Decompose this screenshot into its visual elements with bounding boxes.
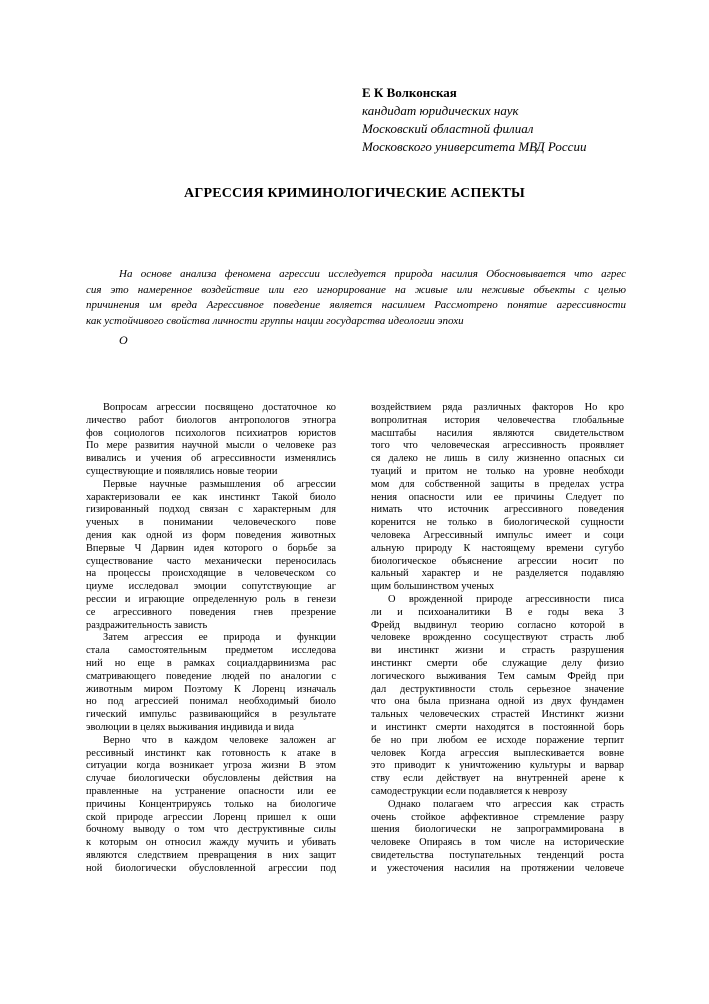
text-line: человек Когда агрессия выплескивается вовне <box>371 747 624 759</box>
text-line: ви инстинкт жизни и страсть разрушения <box>371 645 624 657</box>
text-line: животным миром Поэтому К Лоренц изначаль <box>86 683 336 695</box>
text-line: тальных человеческих страстей Инстинкт жизни <box>371 709 624 721</box>
text-line: масштабы насилия являются свидетельством <box>371 427 624 439</box>
text-line: ситуации когда возникает угроза жизни В этом <box>86 760 336 772</box>
abstract <box>86 267 626 330</box>
abstract-line: как устойчивого свойства личности группы нации государства идеологии эпохи <box>86 315 464 328</box>
text-line: альную природу К настоящему времени сугубо <box>371 542 624 554</box>
text-line: шения биологически не запрограммирована в <box>371 824 624 836</box>
text-line: человеке врожденно сосуществуют страсть люб <box>371 632 624 644</box>
text-line: Вопросам агрессии посвящено достаточное ко <box>103 402 336 413</box>
author-affiliation-2: Московский областной филиал <box>362 121 534 136</box>
text-line: биологическое объяснение агрессии носит по <box>371 555 624 567</box>
text-line: случае биологически обусловлены действия на <box>86 773 336 785</box>
text-line: существование часто механически переносилась <box>86 555 336 567</box>
text-line: нимать что источник агрессивного поведения <box>371 504 624 516</box>
text-line: причины Концентрируясь только на биологиче <box>86 798 336 810</box>
text-line: рессии и играющие определенную роль в генези <box>86 593 336 605</box>
text-line: По мере развития научной мысли о человеке раз <box>86 440 336 452</box>
text-line: туаций и притом не только на уровне необходи <box>371 465 624 477</box>
text-line: и инстинкт смерти находятся в постоянной борь <box>371 721 624 733</box>
text-line: очень стойкое аффективное стремление разру <box>371 811 624 823</box>
text-line: циуме исследовал эмоции сопутствующие аг <box>86 581 336 593</box>
abstract-line: причинения им вреда Агрессивное поведение является насилием Рассмотрено понятие агрессивности <box>86 299 626 312</box>
text-line: но под агрессией понимал необходимый биоло <box>86 696 336 708</box>
text-line: ли и психоаналитики В е годы века З <box>371 606 624 618</box>
text-line: сматривающего поведение людей по аналогии с <box>86 670 336 682</box>
left-column <box>86 402 336 875</box>
text-line: гический импульс развивающийся в результате <box>86 709 336 721</box>
text-line: характеризовали ее как инстинкт Такой биоло <box>86 491 336 503</box>
text-line: бе но при любом ее исходе поражение терпит <box>371 734 624 746</box>
text-line: правленные на устранение опасности или ее <box>86 785 336 797</box>
text-line: Верно что в каждом человеке заложен аг <box>103 734 336 746</box>
text-line: что она была признана одной из двух фундамен <box>371 696 624 708</box>
text-line: того что человеческая агрессивность проявляет <box>371 440 624 452</box>
text-line: ся далеко не лишь в силу жизненно опасных си <box>371 453 624 465</box>
text-line: вопролитная история человечества глобальные <box>371 414 624 426</box>
text-line: щим большинством ученых <box>371 581 495 593</box>
text-line: инстинкт смерти обе служащие делу физио <box>371 657 624 669</box>
text-line: Первые научные размышления об агрессии <box>103 478 336 490</box>
abstract-line: На основе анализа феномена агрессии исследуется природа насилия Обосновывается что агрес <box>119 268 626 280</box>
text-line: на процессы происходящие в человеческом со <box>86 568 336 580</box>
text-line: человеке Опираясь в том числе на исторические <box>371 837 624 849</box>
text-line: это приводит к уничтожению культуры и варвар <box>371 760 624 772</box>
author-affiliation-3: Московского университета МВД России <box>362 139 587 154</box>
article-title: АГРЕССИЯ КРИМИНОЛОГИЧЕСКИЕ АСПЕКТЫ <box>184 186 525 201</box>
text-line: Однако полагаем что агрессия как страсть <box>388 798 624 810</box>
text-line: бочному выводу о том что деструктивные силы <box>86 824 336 836</box>
text-line: дал деструктивности столь серьезное значение <box>371 683 624 695</box>
text-line: являются следствием превращения в них защит <box>86 849 336 861</box>
text-line: эволюции в целях выживания индивида и вида <box>86 721 294 733</box>
text-line: существующие и появлялись новые теории <box>86 465 278 477</box>
text-line: свидетельства поступательных тенденций роста <box>371 849 624 861</box>
right-column <box>371 402 624 875</box>
text-line: нения опасности или ее причины Следует по <box>371 491 624 503</box>
text-line: ученых в понимании человеческого пове <box>86 517 336 529</box>
text-line: ной биологически обусловленной агрессии под <box>86 862 336 874</box>
text-line: воздействием ряда различных факторов Но кро <box>371 402 624 413</box>
text-line: О врожденной природе агрессивности писа <box>388 593 624 605</box>
text-line: логического выживания Тем самым Фрейд при <box>371 670 624 682</box>
text-line: ской природе агрессии Лоренц пришел к оши <box>86 811 336 823</box>
text-line: раздражительность зависть <box>86 619 208 631</box>
author-affiliation-1: кандидат юридических наук <box>362 103 519 118</box>
text-line: мом для собственной защиты в пределах устра <box>371 478 624 490</box>
text-line: вивались и учения об агрессивности изменялись <box>86 453 336 465</box>
text-line: дения как одной из форм поведения животных <box>86 529 336 541</box>
text-line: и ужесточения насилия на протяжении человече <box>371 862 624 874</box>
keywords-marker: О <box>119 333 128 347</box>
abstract-line: сия это намеренное воздействие или его игнорирование на живые или неживые объекты с целью <box>86 283 626 296</box>
text-line: личество работ биологов антропологов этногра <box>86 414 336 426</box>
text-line: самодеструкции если подавляется к неврозу <box>371 785 568 797</box>
author-block <box>362 84 586 156</box>
text-line: Впервые Ч Дарвин идея которого о борьбе за <box>86 542 336 554</box>
text-line: к которым он относил жажду мучить и убивать <box>86 837 336 849</box>
text-line: Фрейд выдвинул теорию согласно которой в <box>371 619 624 631</box>
text-line: се агрессивного поведения гнев презрение <box>86 606 336 618</box>
text-line: Затем агрессия ее природа и функции <box>103 632 336 644</box>
text-line: кальный характер и не разделяется подавляю <box>371 568 624 580</box>
text-line: человека Агрессивный импульс имеет и соци <box>371 529 624 541</box>
text-line: ний но еще в рамках социалдарвинизма рас <box>86 657 336 669</box>
text-line: коренится не только в биологической сущности <box>371 517 624 529</box>
text-line: фов социологов психологов психиатров юристов <box>86 427 336 439</box>
text-line: рессивный инстинкт как готовность к атаке в <box>86 747 336 759</box>
author-name: Е К Волконская <box>362 85 457 100</box>
text-line: стала самостоятельным предметом исследова <box>86 645 336 657</box>
text-line: гизированный подход связан с характерным для <box>86 504 336 516</box>
text-line: ству если действует на внутренней арене к <box>371 773 624 785</box>
